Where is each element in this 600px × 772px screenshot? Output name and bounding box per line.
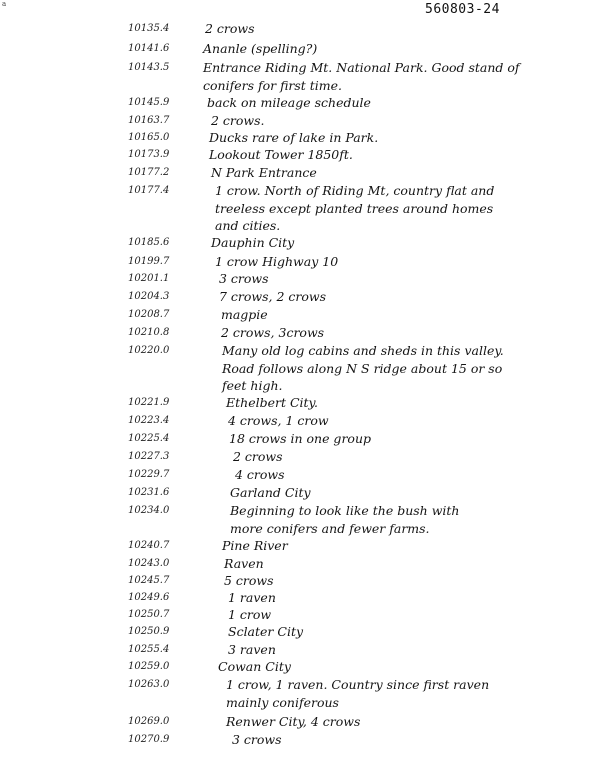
mileage-value: 10250.9 bbox=[128, 626, 170, 637]
entry-note-line: 1 crow. North of Riding Mt, country flat and bbox=[215, 183, 495, 198]
mileage-value: 10234.0 bbox=[128, 505, 170, 516]
entry-note-line: 1 crow, 1 raven. Country since first raven bbox=[226, 677, 490, 692]
corner-mark: a bbox=[2, 0, 7, 8]
entry-note-line: back on mileage schedule bbox=[207, 95, 371, 110]
entry-note-line: 4 crows, 1 crow bbox=[228, 413, 329, 428]
entry-note-line: Pine River bbox=[222, 538, 288, 553]
entry-note-line: 2 crows bbox=[205, 21, 255, 36]
mileage-value: 10245.7 bbox=[128, 575, 170, 586]
entry-note-line: Cowan City bbox=[218, 659, 291, 674]
mileage-value: 10163.7 bbox=[128, 115, 170, 126]
entry-note-line: 4 crows bbox=[235, 467, 285, 482]
mileage-value: 10135.4 bbox=[128, 23, 170, 34]
entry-note-line: Road follows along N S ridge about 15 or so bbox=[222, 360, 503, 376]
entry-note-line: Many old log cabins and sheds in this valley. bbox=[222, 343, 504, 358]
entry-note-line: 18 crows in one group bbox=[229, 431, 371, 446]
entry-note-line: Lookout Tower 1850ft. bbox=[209, 147, 353, 162]
entry-note-line: feet high. bbox=[222, 378, 283, 393]
mileage-value: 10221.9 bbox=[128, 397, 170, 408]
mileage-value: 10185.6 bbox=[128, 237, 170, 248]
mileage-value: 10250.7 bbox=[128, 609, 170, 620]
entry-note-line: 7 crows, 2 crows bbox=[219, 289, 327, 304]
mileage-value: 10240.7 bbox=[128, 540, 170, 551]
entry-note-line: 3 crows bbox=[232, 732, 282, 747]
entry-note-line: magpie bbox=[221, 307, 268, 322]
entry-note-line: Ananle (spelling?) bbox=[203, 41, 318, 56]
mileage-value: 10223.4 bbox=[128, 415, 170, 426]
entry-note-line: 2 crows bbox=[233, 449, 283, 464]
mileage-value: 10269.0 bbox=[128, 716, 170, 727]
entry-note-line: 2 crows. bbox=[211, 113, 265, 128]
mileage-value: 10201.1 bbox=[128, 273, 170, 284]
entry-note-line: Ducks rare of lake in Park. bbox=[209, 130, 379, 145]
mileage-value: 10165.0 bbox=[128, 132, 170, 143]
mileage-value: 10173.9 bbox=[128, 149, 170, 160]
entry-note-line: 1 crow bbox=[228, 607, 272, 622]
entry-note-line: 2 crows, 3crows bbox=[221, 325, 325, 340]
entry-note-line: Ethelbert City. bbox=[226, 395, 318, 410]
mileage-value: 10143.5 bbox=[128, 62, 170, 73]
mileage-value: 10255.4 bbox=[128, 644, 170, 655]
entry-note-line: 3 raven bbox=[228, 642, 276, 657]
entry-note-line: Sclater City bbox=[228, 624, 304, 639]
entry-note-line: more conifers and fewer farms. bbox=[230, 520, 430, 536]
entry-note-line: mainly coniferous bbox=[226, 694, 339, 710]
entry-note-line: 3 crows bbox=[219, 271, 269, 286]
document-id: 560803-24 bbox=[425, 2, 500, 17]
mileage-value: 10227.3 bbox=[128, 451, 170, 462]
mileage-value: 10263.0 bbox=[128, 679, 170, 690]
entry-note-line: Raven bbox=[224, 556, 264, 571]
mileage-value: 10243.0 bbox=[128, 558, 170, 569]
entry-note-line: Entrance Riding Mt. National Park. Good stand of bbox=[203, 60, 520, 75]
mileage-value: 10204.3 bbox=[128, 291, 170, 302]
mileage-value: 10270.9 bbox=[128, 734, 170, 745]
mileage-value: 10229.7 bbox=[128, 469, 170, 480]
mileage-value: 10199.7 bbox=[128, 256, 170, 267]
mileage-value: 10259.0 bbox=[128, 661, 170, 672]
entry-note-line: 5 crows bbox=[224, 573, 274, 588]
entry-note-line: Dauphin City bbox=[211, 235, 295, 250]
entry-note-line: treeless except planted trees around homes bbox=[215, 200, 494, 216]
mileage-value: 10208.7 bbox=[128, 309, 170, 320]
entry-note-line: 1 crow Highway 10 bbox=[215, 254, 339, 269]
entry-note-line: 1 raven bbox=[228, 590, 276, 605]
entry-note-line: conifers for first time. bbox=[203, 77, 343, 93]
mileage-value: 10141.6 bbox=[128, 43, 170, 54]
mileage-value: 10225.4 bbox=[128, 433, 170, 444]
mileage-value: 10177.4 bbox=[128, 185, 170, 196]
entry-note-line: N Park Entrance bbox=[211, 165, 317, 180]
mileage-value: 10210.8 bbox=[128, 327, 170, 338]
mileage-value: 10220.0 bbox=[128, 345, 170, 356]
entry-note-line: and cities. bbox=[215, 218, 281, 233]
mileage-value: 10231.6 bbox=[128, 487, 170, 498]
entry-note-line: Renwer City, 4 crows bbox=[226, 714, 361, 729]
mileage-value: 10249.6 bbox=[128, 592, 170, 603]
entry-note-line: Garland City bbox=[230, 485, 311, 500]
mileage-value: 10177.2 bbox=[128, 167, 170, 178]
entry-note-line: Beginning to look like the bush with bbox=[230, 503, 460, 518]
mileage-value: 10145.9 bbox=[128, 97, 170, 108]
